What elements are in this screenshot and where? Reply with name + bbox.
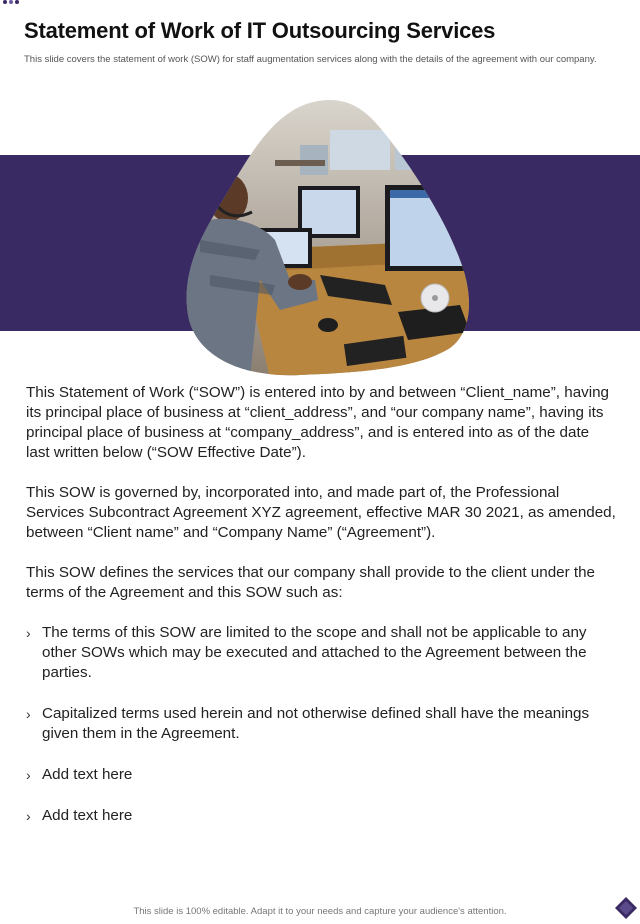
chevron-right-icon: › [26, 767, 31, 783]
bullet-text: Capitalized terms used herein and not otherwise defined shall have the meanings given them in the Agreement. [42, 705, 590, 742]
chevron-right-icon: › [26, 706, 31, 722]
chevron-right-icon: › [26, 625, 31, 641]
page-subtitle: This slide covers the statement of work (SOW) for staff augmentation services along with the details of the agreement with our company. [24, 54, 597, 65]
bullet-text: The terms of this SOW are limited to the scope and shall not be applicable to any other SOWs which may be executed and attached to the Agreement between the parties. [42, 624, 587, 681]
diamond-logo-icon [614, 896, 638, 920]
paragraph-services: This SOW defines the services that our company shall provide to the client under the terms of the Agreement and this SOW such as: [26, 564, 595, 601]
paragraph-parties: This Statement of Work (“SOW”) is entered into by and between “Client_name”, having its principal place of business at “client_address”, and “our company name”, having its principal place of business at “company_address”, and is entered into as of the date last written below (“SOW Effective Date”). [26, 384, 610, 461]
list-item [26, 806, 616, 826]
footer-note: This slide is 100% editable. Adapt it to your needs and capture your audience's attention. [133, 906, 507, 917]
office-photo [180, 100, 470, 378]
bullet-text: Add text here [42, 807, 133, 824]
bullet-list [26, 623, 616, 826]
body-text [26, 383, 616, 847]
chevron-right-icon: › [26, 808, 31, 824]
paragraph-governance: This SOW is governed by, incorporated into, and made part of, the Professional Services Subcontract Agreement XYZ agreement, effective MAR 30 2021, as amended, between “Client name” and “Company Name” (“Agreement”). [26, 484, 616, 541]
corner-dots-icon [2, 0, 22, 6]
list-item [26, 623, 616, 683]
page-title: Statement of Work of IT Outsourcing Services [24, 18, 496, 43]
bullet-text: Add text here [42, 766, 133, 783]
list-item [26, 704, 616, 744]
list-item [26, 765, 616, 785]
